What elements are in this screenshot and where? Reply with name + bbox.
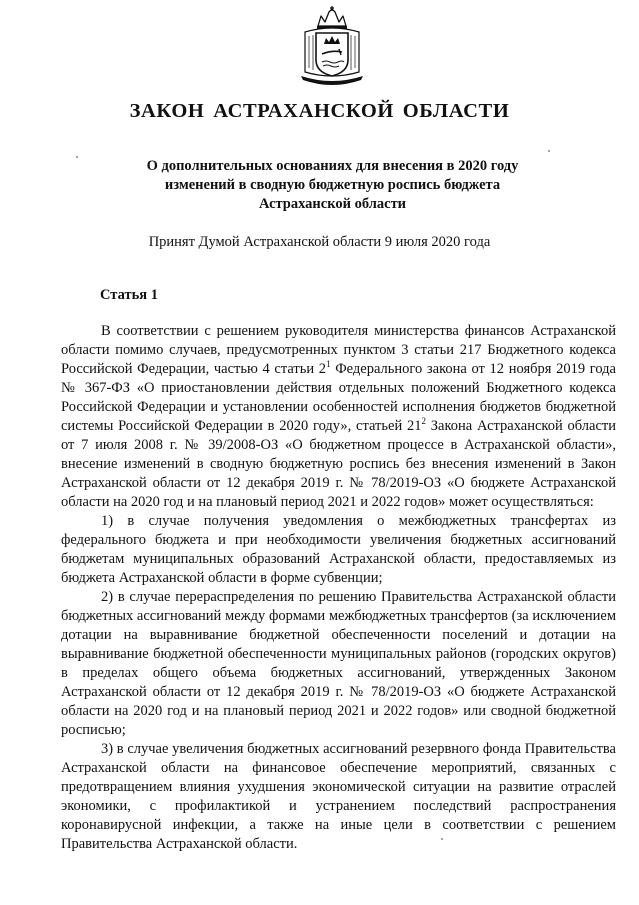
scan-speck xyxy=(441,838,443,840)
scan-speck xyxy=(548,150,550,152)
article-body xyxy=(61,322,616,854)
intro-text-3: Закона Астраханской области от 7 июля 2008 г. № 39/2008-ОЗ «О бюджетном процессе в Астраханской области», внесение изменений в сводную бюджетную роспись без внесения изменений в Закон Астраханской области от 12 декабря 2019 г. № 78/2019-ОЗ «О бюджете Астраханской области на 2020 год и на плановый период 2021 и 2022 годов» может осуществляться: xyxy=(61,418,616,510)
law-subject xyxy=(110,157,555,214)
superscript-2: 2 xyxy=(421,416,426,426)
intro-paragraph xyxy=(61,322,616,512)
list-item-2: 2) в случае перераспределения по решению Правительства Астраханской области бюджетных ассигнований между формами межбюджетных трансфертов (за исключением дотации на выравнивание бюджетной обеспеченности поселений и дотации на выравнивание бюджетной обеспеченности муниципальных районов (городских округов) в пределах общего объема бюджетных ассигнований, утвержденных Законом Астраханской области от 12 декабря 2019 г. № 78/2019-ОЗ «О бюджете Астраханской области на 2020 год и на плановый период 2021 и 2022 годов» или сводной бюджетной росписью; xyxy=(61,589,616,738)
astrakhan-coat-of-arms-icon xyxy=(295,6,369,90)
subject-line-3: Астраханской области xyxy=(258,196,407,212)
intro-text-2: Федерального закона от 12 ноября 2019 года № 367-ФЗ «О приостановлении действия отдельных положений Бюджетного кодекса Российской Федерации и установлении особенностей исполнения бюджетов бюджетной системы Российской Федерации в 2020 году», статьей 21 xyxy=(61,361,616,434)
subject-line-2: изменений в сводную бюджетную роспись бюджета xyxy=(164,177,501,193)
law-title: ЗАКОН АСТРАХАНСКОЙ ОБЛАСТИ xyxy=(129,100,510,122)
adoption-note: Принят Думой Астраханской области 9 июля 2020 года xyxy=(148,234,491,250)
article-heading: Статья 1 xyxy=(100,287,158,303)
subject-line-1: О дополнительных основаниях для внесения в 2020 году xyxy=(146,158,519,174)
intro-text-1: В соответствии с решением руководителя министерства финансов Астраханской области помимо случаев, предусмотренных пунктом 3 статьи 217 Бюджетного кодекса Российской Федерации, частью 4 статьи 2 xyxy=(61,323,616,377)
list-item-1: 1) в случае получения уведомления о межбюджетных трансфертах из федерального бюджета и при необходимости увеличения бюджетных ассигнований бюджетам муниципальных образований Астраханской области, предоставляемых из бюджета Астраханской области в форме субвенции; xyxy=(61,513,616,586)
scan-speck xyxy=(76,156,78,158)
superscript-1: 1 xyxy=(326,359,331,369)
list-item-3: 3) в случае увеличения бюджетных ассигнований резервного фонда Правительства Астраханской области на финансовое обеспечение мероприятий, связанных с предотвращением влияния ухудшения экономической ситуации на развитие отраслей экономики, с профилактикой и устранением последствий распространения коронавирусной инфекции, а также на иные цели в соответствии с решением Правительства Астраханской области. xyxy=(61,741,616,852)
